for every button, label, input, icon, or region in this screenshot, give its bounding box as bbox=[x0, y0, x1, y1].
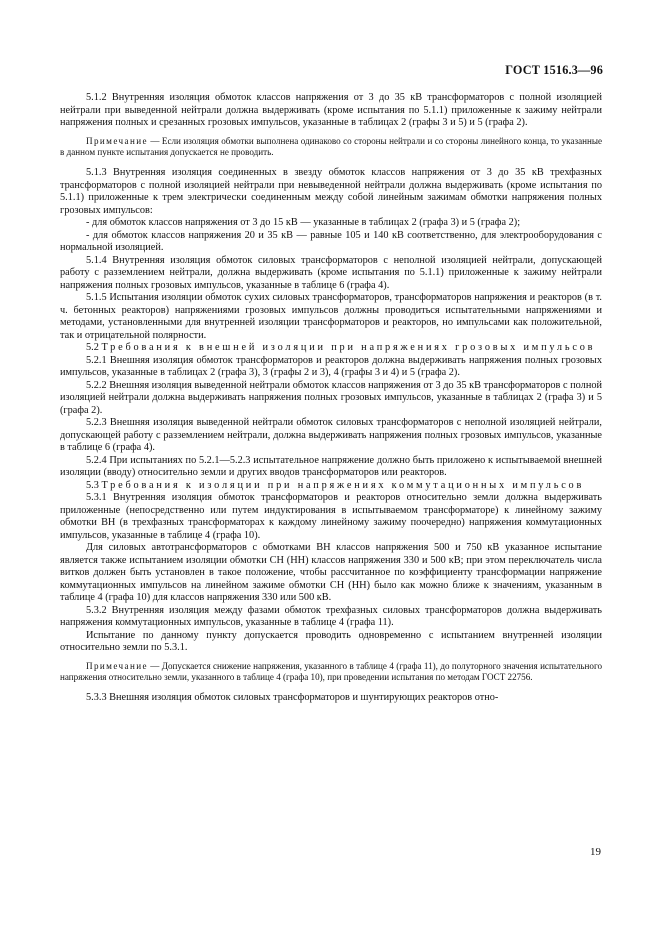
paragraph-5-3-2-continued: Испытание по данному пункту допускается проводить одновременно с испытанием внутренней изоляции относительно земли по 5.3.1. bbox=[60, 629, 602, 654]
standard-header: ГОСТ 1516.3—96 bbox=[505, 63, 603, 77]
paragraph-5-2-1: 5.2.1 Внешняя изоляция обмоток трансформаторов и реакторов должна выдерживать напряжения полных грозовых импульсов, указанные в таблицах 2 (графа 3), 3 (графы 2 и 3), 4 (графы 3 и 4) и 5 (графа 2). bbox=[60, 354, 602, 379]
note-1 bbox=[60, 136, 602, 160]
paragraph-5-3-1: 5.3.1 Внутренняя изоляция обмоток трансформаторов и реакторов относительно земли должна выдерживать приложенные (непосредственно или путем индуктирования в испытываемом трансформаторе) к линейному зажиму обмотки ВН (в трехфазных трансформаторах к каждому линейному зажиму поочередно) напряжения коммутационных импульсов, указанные в таблице 4 (графа 10). bbox=[60, 492, 602, 541]
note-1-text: — Если изоляция обмотки выполнена одинаково со стороны нейтрали и со стороны линейного конца, то указанные в данном пункте испытания допускается не проводить. bbox=[60, 135, 602, 158]
section-heading-5-3 bbox=[60, 480, 602, 493]
paragraph-5-2-3: 5.2.3 Внешняя изоляция выведенной нейтрали обмоток силовых трансформаторов с неполной изоляцией нейтрали, допускающей работу с разземлением нейтрали, должна выдерживать напряжения полных грозовых импульсов, указанные в таблице 6 (графа 4). bbox=[60, 417, 602, 454]
note-2-label: Примечание bbox=[86, 660, 148, 671]
paragraph-5-2-4: 5.2.4 При испытаниях по 5.2.1—5.2.3 испытательное напряжение должно быть приложено к испытываемой внешней изоляции (вводу) относительно земли и других вводов трансформаторов или реакторов. bbox=[60, 454, 602, 479]
paragraph-5-2-2: 5.2.2 Внешняя изоляция выведенной нейтрали обмоток классов напряжения от 3 до 35 кВ трансформаторов с полной изоляцией нейтрали должна выдерживать напряжения полных грозовых импульсов, указанные в таблицах 2 (графа 3) и 5 (графа 2). bbox=[60, 379, 602, 416]
paragraph-5-1-5: 5.1.5 Испытания изоляции обмоток сухих силовых трансформаторов, трансформаторов напряжения и реакторов (в т. ч. бетонных реакторов) напряжениями грозовых импульсов должны проводиться испытательными напряжениями и методами, установленными для внутренней изоляции трансформаторов и реакторов, но импульсами как положительной, так и отрицательной полярности. bbox=[60, 292, 602, 341]
note-2 bbox=[60, 661, 602, 685]
page-content bbox=[60, 92, 602, 705]
section-5-2-title: Требования к внешней изоляции при напряжениях грозовых импульсов bbox=[101, 342, 596, 354]
note-2-text: — Допускается снижение напряжения, указанного в таблице 4 (графа 11), до полуторного значения испытательного напряжения относительно земли, указанного в таблице 4 (графа 10), при проведении испытания по методам ГОСТ 22756. bbox=[60, 660, 602, 683]
paragraph-5-1-3: 5.1.3 Внутренняя изоляция соединенных в звезду обмоток классов напряжения от 3 до 35 кВ трехфазных трансформаторов с полной изоляцией нейтрали при невыведенной нейтрали должна выдерживать (кроме испытания по 5.1.1) приложенные к трем электрически соединенным между собой линейным зажимам обмотки напряжения полных грозовых импульсов: bbox=[60, 167, 602, 216]
paragraph-5-3-1-continued: Для силовых автотрансформаторов с обмотками ВН классов напряжения 500 и 750 кВ указанное испытание является также испытанием изоляции обмотки СН (НН) классов напряжения 330 и 500 кВ; при этом переключатель числа витков должен быть установлен в такое положение, чтобы рассчитанное по коэффициенту трансформации напряжение коммутационных импульсов на линейном зажиме обмотки СН (НН) было как можно ближе к значениям, указанным в таблице 4 (графа 10) для классов напряжения 330 или 500 кВ. bbox=[60, 542, 602, 604]
paragraph-5-1-2: 5.1.2 Внутренняя изоляция обмоток классов напряжения от 3 до 35 кВ трансформаторов с полной изоляцией нейтрали при выведенной нейтрали должна выдерживать (кроме испытания по 5.1.1) приложенные к зажиму нейтрали напряжения полных и срезанных грозовых импульсов, указанные в таблицах 2 (графы 3 и 5) и 5 (графа 2). bbox=[60, 92, 602, 128]
paragraph-5-1-4: 5.1.4 Внутренняя изоляция обмоток силовых трансформаторов с неполной изоляцией нейтрали, допускающей работу с разземлением нейтрали, должна выдерживать (кроме испытания по 5.1.1) приложенные к зажиму нейтрали напряжения полных грозовых импульсов, указанные в таблице 6 (графа 4). bbox=[60, 254, 602, 291]
section-5-3-number: 5.3 bbox=[86, 479, 102, 491]
section-heading-5-2 bbox=[60, 342, 602, 355]
paragraph-5-3-2: 5.3.2 Внутренняя изоляция между фазами обмоток трехфазных силовых трансформаторов должна выдерживать напряжения коммутационных импульсов, указанные в таблице 4 (графа 11). bbox=[60, 604, 602, 629]
section-5-2-number: 5.2 bbox=[86, 342, 102, 354]
paragraph-5-3-3: 5.3.3 Внешняя изоляция обмоток силовых трансформаторов и шунтирующих реакторов отно- bbox=[86, 692, 499, 704]
paragraph-5-1-3-item-b: - для обмоток классов напряжения 20 и 35 кВ — равные 105 и 140 кВ соответственно, для электрооборудования с нормальной изоляцией. bbox=[60, 229, 602, 254]
paragraph-5-1-3-item-a: - для обмоток классов напряжения от 3 до 15 кВ — указанные в таблицах 2 (графа 3) и 5 (графа 2); bbox=[86, 217, 521, 229]
page-number: 19 bbox=[590, 846, 601, 858]
note-1-label: Примечание bbox=[86, 135, 148, 146]
section-5-3-title: Требования к изоляции при напряжениях коммутационных импульсов bbox=[101, 479, 585, 491]
